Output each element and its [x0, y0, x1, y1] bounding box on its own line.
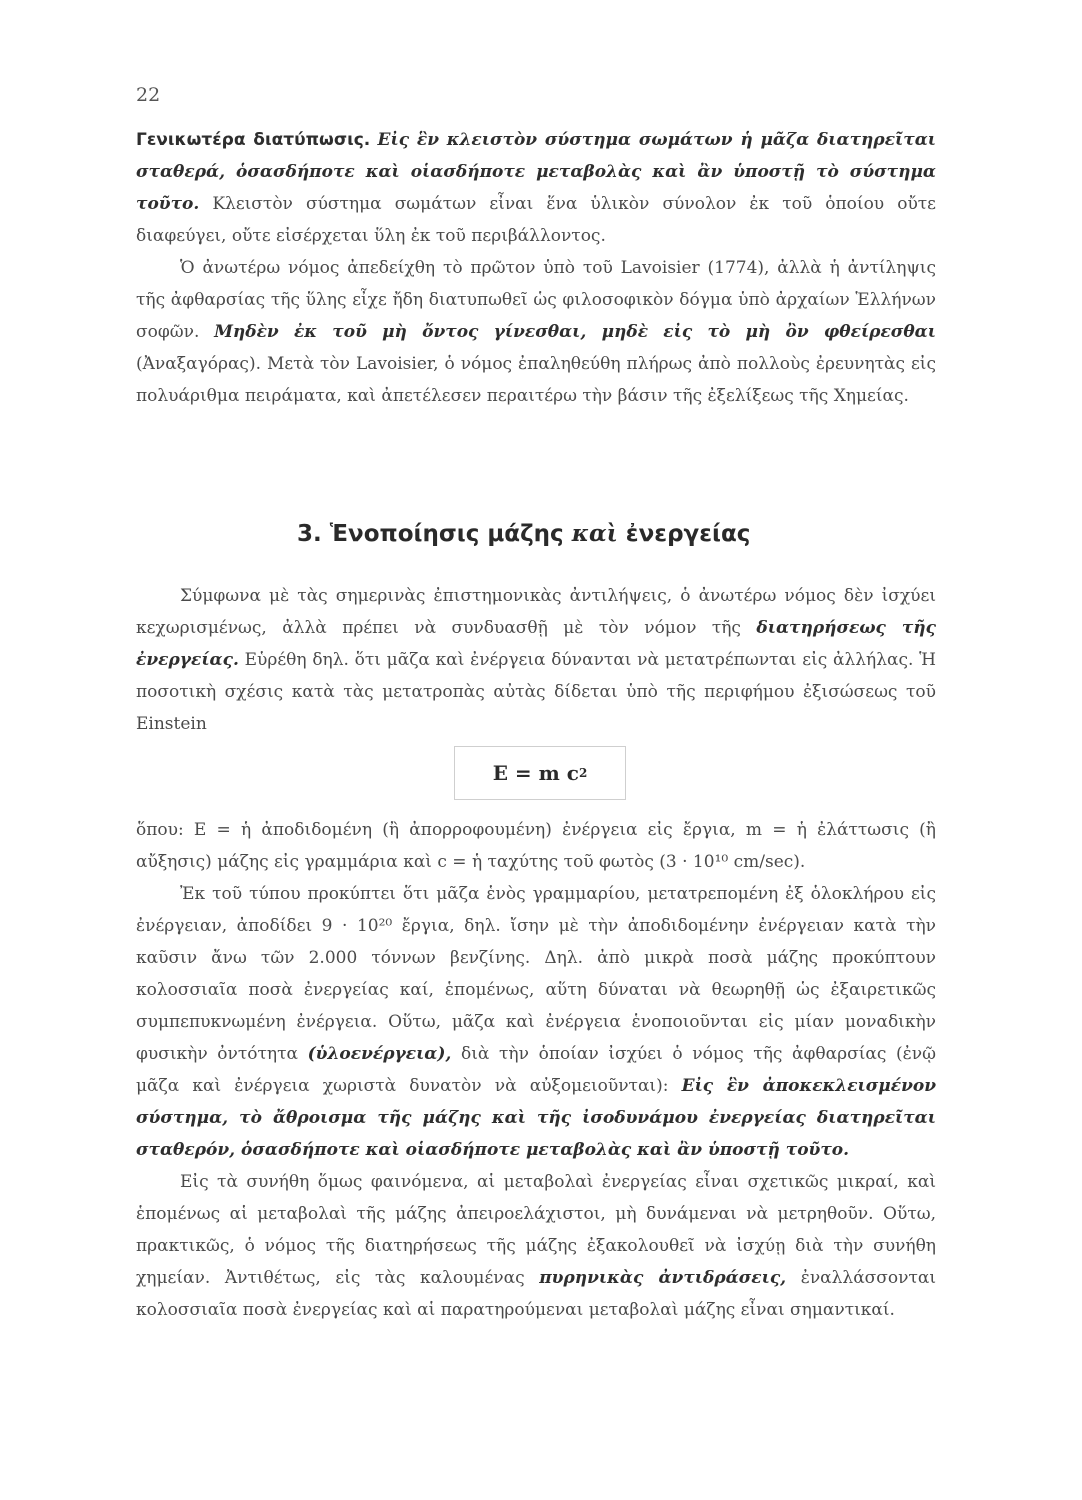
section-3-body — [136, 814, 936, 1326]
history-text-2: (Ἀναξαγόρας). Μετὰ τὸν Lavoisier, ὁ νόμος ἐπαληθεύθη πλήρως ἀπὸ πολλοὺς ἐρευνητὰς εἰς πολυάριθμα πειράματα, καὶ ἀπετέλεσεν περαιτέρω τὴν βάσιν τῆς ἐξελίξεως τῆς Χημείας. — [136, 354, 936, 406]
page-number: 22 — [136, 84, 161, 106]
section-2-text — [136, 124, 936, 412]
section-title-word3: ἐνεργείας — [625, 521, 751, 547]
closed-system-definition: Κλειστὸν σύστημα σωμάτων εἶναι ἕνα ὑλικὸν σύνολον ἐκ τοῦ ὁποίου οὔτε διαφεύγει, οὔτε εἰσέρχεται ὕλη ἐκ τοῦ περιβάλλοντος. — [136, 194, 936, 246]
mass-energy-law: Εἰς ἓν ἀποκεκλεισμένον σύστημα, τὸ ἄθροισμα τῆς μάζης καὶ τῆς ἰσοδυνάμου ἐνεργείας διατηρεῖται σταθερόν, ὁσασδήποτε καὶ οἱασδήποτε μεταβολὰς καὶ ἂν ὑποστῇ τοῦτο. — [136, 1076, 937, 1160]
history-text-1: Ὁ ἀνωτέρω νόμος ἀπεδείχθη τὸ πρῶτον ὑπὸ τοῦ Lavoisier (1774), ἀλλὰ ἡ ἀντίληψις τῆς ἀφθαρσίας τῆς ὕλης εἶχε ἤδη διατυπωθεῖ ὡς φιλοσοφικὸν δόγμα ὑπὸ ἀρχαίων Ἑλλήνων σοφῶν. — [136, 258, 936, 342]
practical-paragraph — [136, 1166, 936, 1326]
section-3-title — [297, 520, 750, 547]
formula-main: E = m c — [492, 761, 579, 785]
current-views-paragraph — [136, 580, 936, 740]
para1-text-a: Σύμφωνα μὲ τὰς σημερινὰς ἐπιστημονικὰς ἀντιλήψεις, ὁ ἀνωτέρω νόμος δὲν ἰσχύει κεχωρισμένως, ἀλλὰ πρέπει νὰ συνδυασθῇ μὲ τὸν νόμον τῆς — [136, 586, 936, 638]
section-title-word2: καὶ — [571, 520, 618, 547]
where-definitions: ὅπου: E = ἡ ἀποδιδομένη (ἢ ἀπορροφουμένη) ἐνέργεια εἰς ἔργια, m = ἡ ἐλάττωσις (ἢ αὔξησις) μάζης εἰς γραμμάρια καὶ c = ἡ ταχύτης τοῦ φωτὸς (3 · 10¹⁰ cm/sec). — [136, 820, 936, 872]
law-statement: Εἰς ἓν κλειστὸν σύστημα σωμάτων ἡ μᾶζα διατηρεῖται σταθερά, ὁσασδήποτε καὶ οἱασδήποτε μεταβολὰς καὶ ἂν ὑποστῇ τὸ σύστημα τοῦτο. — [136, 130, 937, 214]
nuclear-reactions-term: πυρηνικὰς ἀντιδράσεις, — [539, 1268, 787, 1288]
consequences-paragraph — [136, 878, 936, 1166]
runin-heading: Γενικωτέρα διατύπωσις. — [136, 130, 371, 150]
section-3-intro — [136, 580, 936, 740]
section-number: 3. — [297, 521, 322, 547]
para3-text-a: Εἰς τὰ συνήθη ὅμως φαινόμενα, αἱ μεταβολαὶ ἐνεργείας εἶναι σχετικῶς μικραί, καὶ ἑπομένως αἱ μεταβολαὶ τῆς μάζης ἀπειροελάχιστοι, μὴ δυνάμεναι νὰ μετρηθοῦν. Οὕτω, πρακτικῶς, ὁ νόμος τῆς διατηρήσεως τῆς μάζης ἐξακολουθεῖ νὰ ἰσχύῃ διὰ τὴν συνήθη χημείαν. Ἀντιθέτως, εἰς τὰς καλουμένας — [136, 1172, 936, 1288]
einstein-formula-box — [454, 746, 626, 800]
para1-text-b: Εὑρέθη δηλ. ὅτι μᾶζα καὶ ἐνέργεια δύνανται νὰ μετατρέπωνται εἰς ἀλλήλας. Ἡ ποσοτικὴ σχέσις κατὰ τὰς μετατροπὰς αὐτὰς δίδεται ὑπὸ τῆς περιφήμου ἐξισώσεως τοῦ Einstein — [136, 650, 936, 734]
history-paragraph — [136, 252, 936, 412]
para2-text: Ἐκ τοῦ τύπου προκύπτει ὅτι μᾶζα ἑνὸς γραμμαρίου, μετατρεπομένη ἐξ ὁλοκλήρου εἰς ἐνέργειαν, ἀποδίδει 9 · 10²⁰ ἔργια, δηλ. ἴσην μὲ τὴν ἀποδιδομένην ἐνέργειαν κατὰ τὴν καῦσιν ἄνω τῶν 2.000 τόννων βενζίνης. Δηλ. ἀπὸ μικρὰ ποσὰ μάζης προκύπτουν κολοσσιαῖα ποσὰ ἐνεργείας καί, ἑπομένως, αὕτη δύναται νὰ θεωρηθῇ ὡς ἐξαιρετικῶς συμπεπυκνωμένη ἐνέργεια. Οὕτω, μᾶζα καὶ ἐνέργεια ἑνοποιοῦνται εἰς μίαν μοναδικὴν φυσικὴν ὀντότητα — [136, 884, 936, 1064]
para2-text-b: διὰ τὴν ὁποίαν ἰσχύει ὁ νόμος τῆς ἀφθαρσίας (ἐνῷ μᾶζα καὶ ἐνέργεια χωριστὰ δυνατὸν νὰ αὐξομειοῦνται): — [136, 1044, 937, 1096]
general-formulation-paragraph — [136, 124, 936, 252]
para3-text-b: ἐναλλάσσονται κολοσσιαῖα ποσὰ ἐνεργείας καὶ αἱ παρατηρούμεναι μεταβολαὶ μάζης εἶναι σημαντικαί. — [136, 1268, 936, 1320]
anaxagoras-quote: Μηδὲν ἐκ τοῦ μὴ ὄντος γίνεσθαι, μηδὲ εἰς τὸ μὴ ὂν φθείρεσθαι — [214, 322, 936, 342]
energy-conservation-term: διατηρήσεως τῆς ἐνεργείας. — [136, 618, 936, 670]
hyloenergy-term: (ὑλοενέργεια), — [307, 1044, 452, 1064]
formula-exponent: 2 — [578, 766, 588, 780]
section-title-word1: Ἑνοποίησις μάζης — [329, 521, 564, 547]
